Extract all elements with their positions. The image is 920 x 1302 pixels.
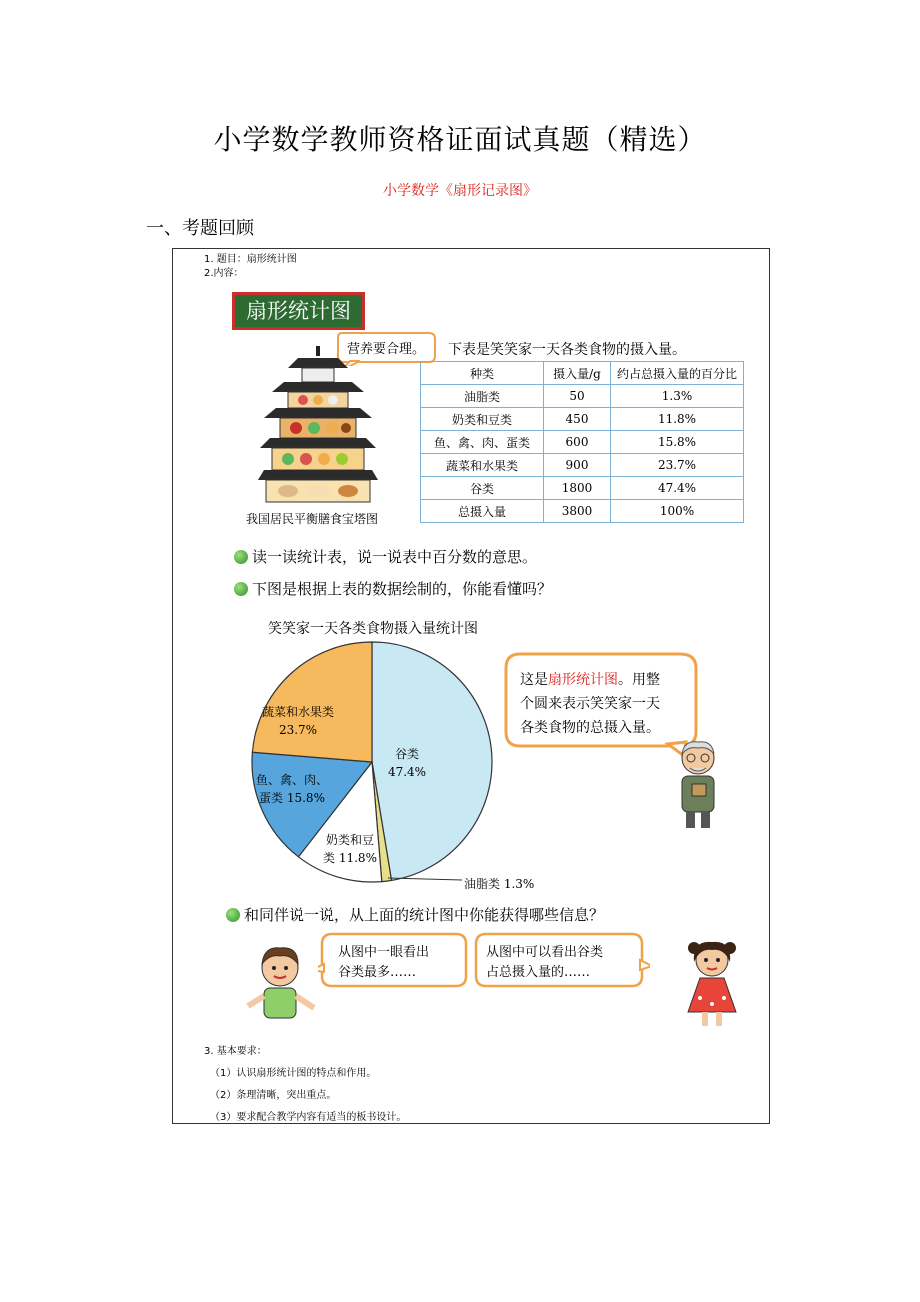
table-row (421, 431, 744, 454)
prompt-read-chart-text: 下图是根据上表的数据绘制的，你能看懂吗？ (252, 580, 553, 598)
pagoda-caption: 我国居民平衡膳食宝塔图 (246, 512, 379, 526)
table-cell: 1800 (544, 477, 611, 500)
pie-slice-4 (252, 642, 372, 762)
table-cell: 11.8% (611, 408, 744, 431)
slice-label-oil: 油脂类 1.3% (464, 877, 535, 891)
table-header: 种类 (421, 362, 544, 385)
table-cell: 3800 (544, 500, 611, 523)
boy-character-illustration (240, 946, 324, 1030)
table-row (421, 477, 744, 500)
green-bullet-icon (234, 550, 248, 564)
table-cell: 600 (544, 431, 611, 454)
requirement-item: （3）要求配合教学内容有适当的板书设计。 (210, 1112, 407, 1123)
table-cell: 15.8% (611, 431, 744, 454)
table-header-row (421, 362, 744, 385)
prompt-read-table-text: 读一读统计表，说一说表中百分数的意思。 (252, 548, 538, 566)
slice-label-meat: 鱼、禽、肉、 (255, 773, 329, 787)
requirement-item: （2）条理清晰，突出重点。 (210, 1090, 337, 1101)
table-cell: 100% (611, 500, 744, 523)
food-intake-table (420, 361, 744, 523)
table-header: 约占总摄入量的百分比 (611, 362, 744, 385)
table-cell: 900 (544, 454, 611, 477)
girl-character-illustration (680, 938, 744, 1028)
green-bullet-icon (234, 582, 248, 596)
table-row (421, 500, 744, 523)
topic-line: 1. 题目：扇形统计图 (204, 254, 297, 265)
teacher-speech-line-3: 各类食物的总摄入量。 (520, 720, 660, 736)
table-cell: 谷类 (421, 477, 544, 500)
content-line: 2.内容： (204, 268, 244, 279)
section-heading: 一、考题回顾 (146, 218, 254, 239)
document-subtitle: 小学数学《扇形记录图》 (383, 183, 537, 199)
table-cell: 总摄入量 (421, 500, 544, 523)
pagoda-level-1 (302, 368, 334, 382)
pagoda-roof-3 (264, 408, 372, 418)
pie-slice-0 (372, 642, 492, 880)
prompt-read-table (234, 546, 537, 567)
chart-title: 笑笑家一天各类食物摄入量统计图 (268, 621, 478, 637)
pagoda-spire (316, 346, 320, 356)
prompt-read-chart (234, 578, 552, 599)
slice-label-milk: 奶类和豆 (325, 833, 375, 847)
banner-pie-chart: 扇形统计图 (232, 292, 365, 330)
pagoda-roof-1 (288, 358, 348, 368)
table-cell: 油脂类 (421, 385, 544, 408)
teacher-speech-pre: 这是 (520, 672, 548, 688)
table-cell: 23.7% (611, 454, 744, 477)
table-cell: 50 (544, 385, 611, 408)
table-cell: 奶类和豆类 (421, 408, 544, 431)
food-pagoda-illustration (258, 346, 378, 506)
slice-value-meat: 蛋类 15.8% (259, 791, 325, 805)
boy-speech-line-2: 谷类最多…… (338, 965, 417, 980)
teacher-character-illustration (670, 738, 726, 830)
pagoda-roof-2 (272, 382, 364, 392)
slice-label-vegetables: 蔬菜和水果类 (261, 705, 335, 719)
slice-value-milk: 类 11.8% (323, 851, 377, 865)
prompt-discuss (226, 904, 604, 925)
teacher-speech-line-1 (520, 671, 660, 688)
boy-speech-line-1: 从图中一眼看出 (338, 945, 430, 960)
prompt-discuss-text: 和同伴说一说，从上面的统计图中你能获得哪些信息？ (244, 906, 605, 924)
table-cell: 鱼、禽、肉、蛋类 (421, 431, 544, 454)
table-cell: 450 (544, 408, 611, 431)
slice-label-grain: 谷类 (394, 747, 420, 761)
pagoda-roof-4 (260, 438, 376, 448)
requirements-heading: 3. 基本要求： (204, 1046, 267, 1057)
slice-value-vegetables: 23.7% (278, 723, 318, 737)
table-cell: 蔬菜和水果类 (421, 454, 544, 477)
table-row (421, 408, 744, 431)
requirement-item: （1）认识扇形统计图的特点和作用。 (210, 1068, 377, 1079)
nutrition-bubble-text: 营养要合理。 (346, 342, 426, 357)
teacher-speech-line-2: 个圆来表示笑笑家一天 (520, 696, 660, 712)
pagoda-roof-5 (258, 470, 378, 480)
document-title: 小学数学教师资格证面试真题（精选） (213, 123, 707, 156)
table-cell: 1.3% (611, 385, 744, 408)
girl-speech-line-1: 从图中可以看出谷类 (486, 945, 604, 960)
slice-value-grain: 47.4% (387, 765, 427, 779)
table-row (421, 454, 744, 477)
green-bullet-icon (226, 908, 240, 922)
table-header: 摄入量/g (544, 362, 611, 385)
table-cell: 47.4% (611, 477, 744, 500)
intro-text: 下表是笑笑家一天各类食物的摄入量。 (448, 342, 686, 358)
boy-speech-bubble (318, 930, 470, 992)
table-row (421, 385, 744, 408)
girl-speech-line-2: 占总摄入量的…… (486, 965, 591, 980)
teacher-speech-highlight: 扇形统计图 (548, 672, 618, 688)
teacher-speech-post: 。用整 (618, 672, 660, 688)
girl-speech-bubble (472, 930, 650, 992)
